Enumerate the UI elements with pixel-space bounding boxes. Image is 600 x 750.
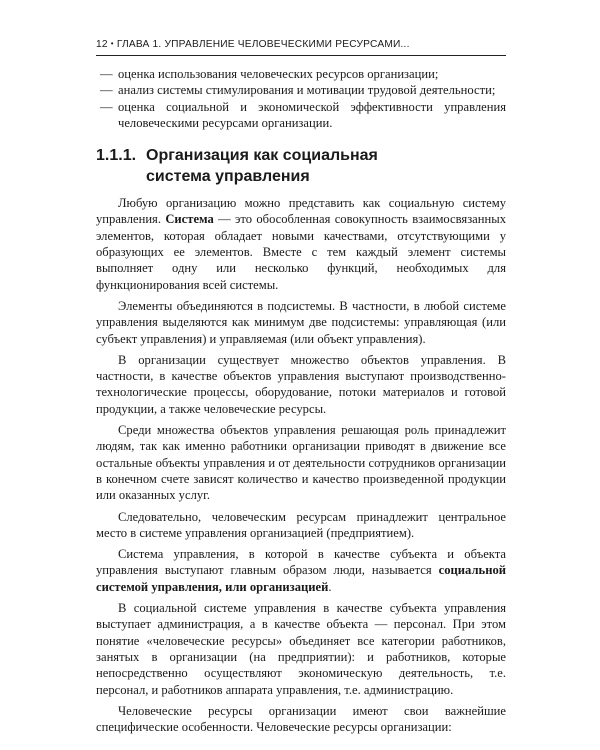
paragraph: В социальной системе управления в качестве субъекта управления выступает администрация, а в качестве объекта — персонал. При этом понятие «человеческие ресурсы» объединяет все категории работников, занятых в организации (на предприятии): и работников, которые непосредственно осуществляют экономическую деятельность, т.е. персонал, и работников аппарата управления, т.е. администрацию.: [96, 601, 506, 697]
paragraph: Следовательно, человеческим ресурсам принадлежит центральное место в системе управления организацией (предприятием).: [96, 509, 506, 540]
top-list: [96, 66, 506, 131]
chapter-title: ГЛАВА 1. УПРАВЛЕНИЕ ЧЕЛОВЕЧЕСКИМИ РЕСУРСАМИ...: [116, 39, 410, 50]
paragraph: В организации существует множество объектов управления. В частности, в качестве объектов управления выступают производственно-технологические процессы, оборудование, потоки материалов и готовой продукции, а также человеческие ресурсы.: [96, 352, 506, 416]
page-number: 12: [96, 39, 108, 50]
section-number: 1.1.1.: [96, 147, 137, 165]
header-bullet: •: [110, 39, 114, 48]
section-title-line1: Организация как социальная: [146, 147, 378, 165]
section-heading: [96, 145, 506, 187]
paragraph: Любую организацию можно представить как социальную систему управления. Система — это обособленная совокупность взаимосвязанных элементов, которая обладает новыми качествами, отсутствующими у образующих ее элементов. Вместе с тем каждый элемент системы выполняет одну или несколько функций, необходимых для функционирования всей системы.: [96, 196, 506, 292]
section-title-line2: система управления: [146, 168, 310, 186]
paragraph: Человеческие ресурсы организации имеют свои важнейшие специфические особенности. Человеческие ресурсы организации:: [96, 703, 506, 735]
list-item: — оценка социальной и экономической эффективности управления человеческими ресурсами организации.: [100, 99, 506, 130]
term-system: Система: [165, 212, 214, 227]
term-social-system: социальной системой управления, или организацией: [96, 563, 506, 594]
paragraph: Система управления, в которой в качестве субъекта и объекта управления выступают главным образом люди, называется социальной системой управления, или организацией.: [96, 547, 506, 594]
running-header: [96, 38, 506, 52]
list-item: — оценка использования человеческих ресурсов организации;: [100, 67, 439, 81]
page-body: [96, 66, 506, 735]
paragraph: Среди множества объектов управления решающая роль принадлежит людям, так как именно работники организации приводят в движение все остальные объекты управления и от деятельности сотрудников организации в конечном счете зависят количество и качество произведенной продукции или оказанных услуг.: [96, 423, 506, 503]
header-rule: [96, 55, 506, 56]
paragraph: Элементы объединяются в подсистемы. В частности, в любой системе управления выделяются как минимум две подсистемы: управляющая (или субъект управления) и управляемая (или объект управления).: [96, 298, 506, 346]
list-item: — анализ системы стимулирования и мотивации трудовой деятельности;: [100, 83, 496, 98]
